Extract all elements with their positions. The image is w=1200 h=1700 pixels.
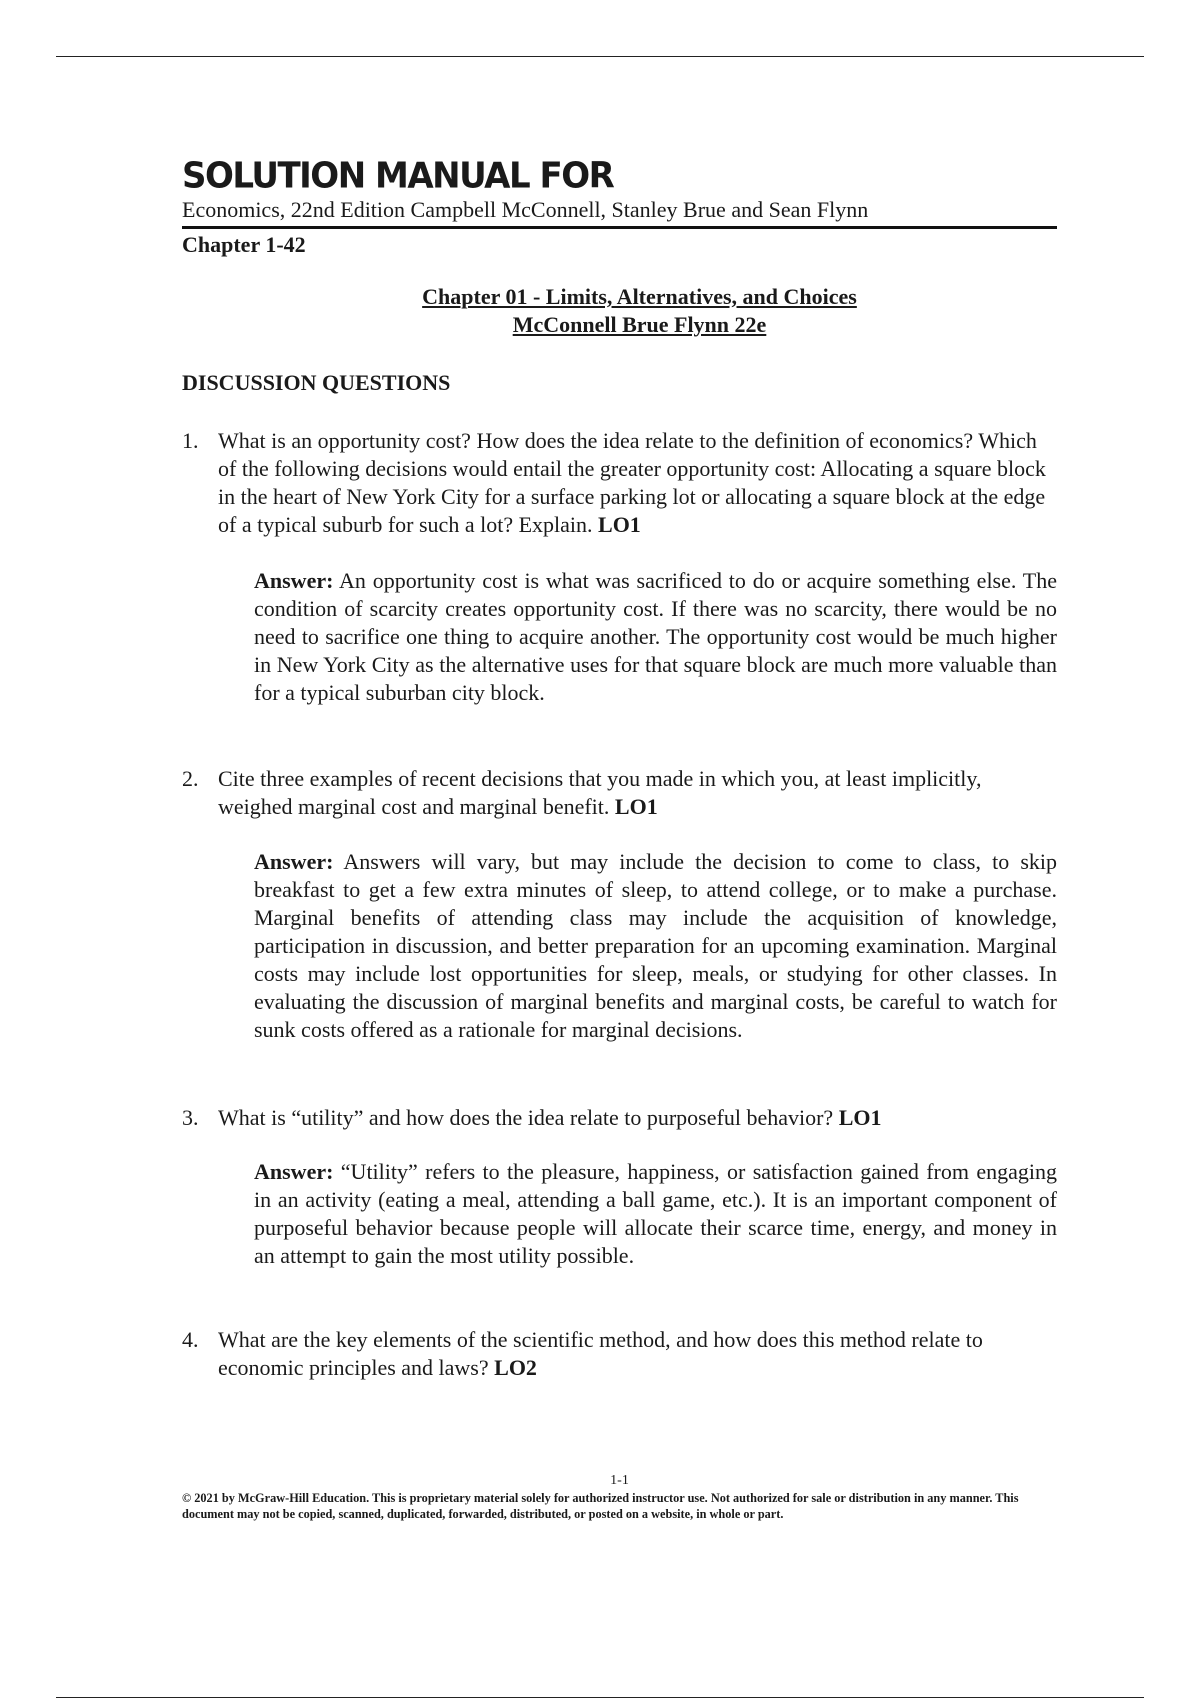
- question-3: [182, 1104, 1057, 1132]
- question-body: Cite three examples of recent decisions that you made in which you, at least implicitly, weighed marginal cost and marginal benefit.: [218, 766, 982, 819]
- question-number: 2.: [182, 766, 199, 791]
- question-number: 3.: [182, 1105, 199, 1130]
- chapter-range: Chapter 1-42: [182, 232, 306, 257]
- answer-3: [254, 1158, 1057, 1270]
- document-page: [182, 155, 1057, 1382]
- page-number: 1-1: [610, 1473, 629, 1488]
- answer-2: [254, 848, 1057, 1044]
- learning-objective: LO1: [614, 794, 658, 819]
- learning-objective: LO1: [838, 1105, 882, 1130]
- answer-label: Answer:: [254, 568, 334, 593]
- question-1: [182, 427, 1057, 539]
- bottom-rule: [56, 1697, 1144, 1698]
- question-number: 4.: [182, 1327, 199, 1352]
- question-2: [182, 765, 1057, 821]
- answer-label: Answer:: [254, 849, 334, 874]
- question-text: [218, 1104, 1057, 1132]
- question-body: What is an opportunity cost? How does the idea relate to the definition of economics? Which of the following decisions would entail the greater opportunity cost: Allocating a square block in the heart of New York City for a surface parking lot or allocating a square block at the edge of a typical suburb for such a lot? Explain.: [218, 428, 1046, 537]
- chapter-title: Chapter 01 - Limits, Alternatives, and Choices: [422, 284, 857, 309]
- top-rule: [56, 56, 1144, 57]
- copyright-notice: © 2021 by McGraw-Hill Education. This is proprietary material solely for authorized instructor use. Not authorized for sale or distribution in any manner. This document may not be copied, scanned, duplicated, forwarded, distributed, or posted on a website, in whole or part.: [182, 1491, 1019, 1521]
- question-text: [218, 427, 1057, 539]
- question-number: 1.: [182, 428, 199, 453]
- book-subtitle: Economics, 22nd Edition Campbell McConnell, Stanley Brue and Sean Flynn: [182, 197, 1057, 229]
- answer-text: “Utility” refers to the pleasure, happiness, or satisfaction gained from engaging in an activity (eating a meal, attending a ball game, etc.). It is an important component of purposeful behavior because people will allocate their scarce time, energy, and money in an attempt to gain the most utility possible.: [254, 1159, 1057, 1268]
- question-body: What is “utility” and how does the idea relate to purposeful behavior?: [218, 1105, 834, 1130]
- question-text: [218, 1326, 1057, 1382]
- section-heading: DISCUSSION QUESTIONS: [182, 370, 451, 395]
- chapter-heading: [182, 283, 1057, 339]
- answer-1: [254, 567, 1057, 707]
- solution-manual-title: SOLUTION MANUAL FOR: [182, 155, 614, 197]
- question-text: [218, 765, 1057, 821]
- learning-objective: LO1: [598, 512, 641, 537]
- page-footer: [182, 1472, 1057, 1522]
- question-body: What are the key elements of the scientific method, and how does this method relate to economic principles and laws?: [218, 1327, 983, 1380]
- question-4: [182, 1326, 1057, 1382]
- chapter-edition: McConnell Brue Flynn 22e: [512, 312, 767, 337]
- learning-objective: LO2: [494, 1355, 537, 1380]
- answer-label: Answer:: [254, 1159, 334, 1184]
- answer-text: An opportunity cost is what was sacrificed to do or acquire something else. The condition of scarcity creates opportunity cost. If there was no scarcity, there would be no need to sacrifice one thing to acquire another. The opportunity cost would be much higher in New York City as the alternative uses for that square block are much more valuable than for a typical suburban city block.: [254, 568, 1057, 705]
- answer-text: Answers will vary, but may include the decision to come to class, to skip breakfast to get a few extra minutes of sleep, to attend college, or to make a purchase. Marginal benefits of attending class may include the acquisition of knowledge, participation in discussion, and better preparation for an upcoming examination. Marginal costs may include lost opportunities for sleep, meals, or studying for other classes. In evaluating the discussion of marginal benefits and marginal costs, be careful to watch for sunk costs offered as a rationale for marginal decisions.: [254, 849, 1057, 1042]
